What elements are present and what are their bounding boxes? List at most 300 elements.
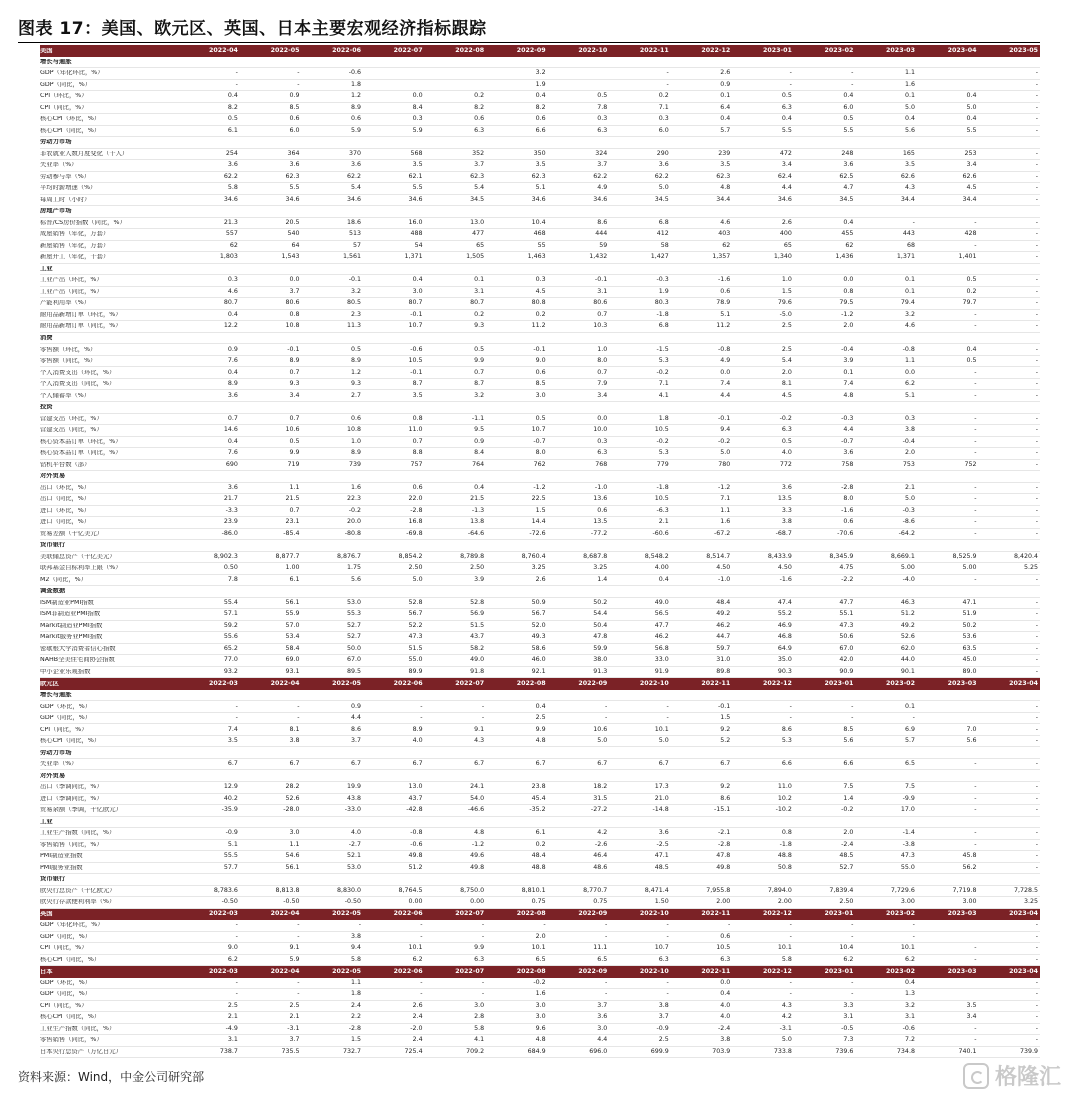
- value-cell: -: [974, 944, 977, 952]
- value-cell: -70.6: [837, 529, 854, 537]
- indicator-label: 日本央行总资产（万亿日元）: [40, 1048, 122, 1055]
- value-cell: 34.4: [900, 195, 915, 203]
- value-cell: -0.50: [283, 898, 300, 906]
- value-cell: 48.4: [716, 598, 731, 606]
- value-cell: 10.4: [531, 218, 546, 226]
- value-cell: 248: [841, 149, 854, 157]
- value-cell: 9.3: [351, 380, 362, 388]
- value-cell: 62.2: [593, 172, 608, 180]
- table-row: [40, 667, 1040, 679]
- table-row: [40, 897, 1040, 909]
- section-row: [40, 874, 1040, 886]
- value-cell: 5.4: [351, 184, 362, 192]
- region-header-row: [40, 678, 1040, 690]
- value-cell: 1,357: [712, 253, 731, 261]
- value-cell: 11.0: [408, 426, 423, 434]
- indicator-label: 成屋销售（年化，万套）: [40, 231, 110, 238]
- value-cell: -: [1035, 287, 1039, 295]
- value-cell: -: [1035, 955, 1039, 963]
- value-cell: 753: [902, 460, 915, 468]
- value-cell: -: [1035, 978, 1039, 986]
- value-cell: 23.1: [285, 518, 300, 526]
- table-row: [40, 529, 1040, 541]
- period-header-cell: 2023-02: [886, 967, 915, 975]
- value-cell: 80.6: [285, 299, 300, 307]
- value-cell: 4.0: [412, 737, 423, 745]
- value-cell: 3.8: [781, 518, 792, 526]
- value-cell: -: [1035, 460, 1039, 468]
- value-cell: 8.0: [535, 449, 546, 457]
- section-row: [40, 690, 1040, 702]
- value-cell: 62.4: [777, 172, 792, 180]
- value-cell: 1,505: [466, 253, 485, 261]
- value-cell: -85.4: [283, 529, 300, 537]
- indicator-label: 工业产出（同比，%）: [40, 288, 103, 295]
- value-cell: 9.1: [474, 725, 485, 733]
- table-row: [40, 195, 1040, 207]
- value-cell: 8,830.0: [336, 886, 362, 894]
- period-header-cell: 2023-03: [947, 910, 977, 918]
- section-label: 投资: [40, 404, 53, 411]
- period-header-cell: 2022-12: [762, 967, 792, 975]
- value-cell: 7.5: [843, 783, 854, 791]
- value-cell: 1,543: [281, 253, 300, 261]
- value-cell: 4.4: [351, 714, 362, 722]
- value-cell: 55.2: [777, 610, 792, 618]
- value-cell: -: [1035, 437, 1039, 445]
- value-cell: 7.5: [904, 783, 915, 791]
- period-header-cell: 2022-08: [455, 46, 485, 54]
- value-cell: 11.2: [531, 322, 546, 330]
- value-cell: 79.5: [839, 299, 854, 307]
- value-cell: 1,803: [219, 253, 238, 261]
- value-cell: 0.1: [720, 92, 731, 100]
- value-cell: 47.3: [408, 633, 423, 641]
- value-cell: 2.7: [351, 391, 362, 399]
- value-cell: 7.3: [843, 1036, 854, 1044]
- value-cell: -2.8: [348, 1024, 362, 1032]
- value-cell: 0.1: [904, 92, 915, 100]
- value-cell: 8.9: [351, 103, 362, 111]
- indicator-label: 贸易余额（季调，十亿欧元）: [40, 807, 122, 814]
- value-cell: 0.8: [781, 829, 792, 837]
- value-cell: 90.3: [777, 667, 792, 675]
- value-cell: -1.0: [594, 483, 608, 491]
- value-cell: 49.2: [900, 621, 915, 629]
- value-cell: 58: [660, 241, 669, 249]
- value-cell: 0.1: [904, 276, 915, 284]
- value-cell: 364: [287, 149, 300, 157]
- value-cell: 11.2: [716, 322, 731, 330]
- value-cell: 19.9: [347, 783, 362, 791]
- value-cell: 51.5: [470, 621, 485, 629]
- value-cell: 3.3: [843, 1001, 854, 1009]
- value-cell: -: [1035, 737, 1039, 745]
- indicator-label: 零售额（环比，%）: [40, 346, 97, 353]
- value-cell: -1.2: [471, 840, 485, 848]
- period-header-cell: 2022-03: [209, 679, 238, 687]
- value-cell: -0.6: [410, 840, 423, 848]
- value-cell: 8.6: [351, 725, 362, 733]
- value-cell: 6.7: [720, 760, 731, 768]
- value-cell: -2.7: [348, 840, 362, 848]
- value-cell: -: [974, 806, 977, 814]
- value-cell: 5.3: [658, 449, 669, 457]
- value-cell: 52.6: [900, 633, 915, 641]
- value-cell: 22.0: [408, 495, 423, 503]
- value-cell: 0.5: [535, 414, 546, 422]
- value-cell: 13.5: [777, 495, 792, 503]
- value-cell: 1,432: [589, 253, 608, 261]
- value-cell: 0.75: [531, 898, 546, 906]
- value-cell: 5.8: [351, 955, 362, 963]
- value-cell: 8,813.8: [275, 886, 300, 894]
- source-note: 资料来源：Wind，中金公司研究部: [18, 1070, 205, 1084]
- section-row: [40, 57, 1040, 69]
- value-cell: -: [1035, 794, 1039, 802]
- value-cell: -: [420, 921, 423, 929]
- value-cell: 684.9: [527, 1047, 546, 1055]
- value-cell: 4.9: [597, 184, 608, 192]
- value-cell: -: [974, 1024, 977, 1032]
- value-cell: 739.9: [1020, 1047, 1039, 1055]
- value-cell: 48.5: [654, 863, 669, 871]
- value-cell: -: [666, 69, 669, 77]
- value-cell: -: [1035, 1024, 1039, 1032]
- value-cell: 50.0: [347, 644, 362, 652]
- value-cell: 79.4: [900, 299, 915, 307]
- value-cell: 8,669.1: [890, 552, 915, 560]
- value-cell: 0.4: [720, 990, 731, 998]
- value-cell: 1,436: [835, 253, 854, 261]
- value-cell: 8,770.7: [583, 886, 608, 894]
- value-cell: -35.2: [529, 806, 546, 814]
- value-cell: 0.4: [474, 483, 485, 491]
- value-cell: 24.1: [470, 783, 485, 791]
- value-cell: 8.0: [597, 357, 608, 365]
- value-cell: 772: [779, 460, 792, 468]
- value-cell: -0.1: [287, 345, 300, 353]
- value-cell: 2.3: [351, 310, 362, 318]
- value-cell: -2.1: [718, 829, 731, 837]
- value-cell: 43.7: [408, 794, 423, 802]
- table-row: [40, 978, 1040, 990]
- section-row: [40, 540, 1040, 552]
- value-cell: 477: [472, 230, 485, 238]
- value-cell: 52.8: [470, 598, 485, 606]
- value-cell: 2.50: [408, 564, 423, 572]
- value-cell: 4.8: [474, 829, 485, 837]
- section-label: 劳动力市场: [40, 139, 72, 146]
- value-cell: 57: [353, 241, 362, 249]
- value-cell: -2.8: [718, 840, 731, 848]
- value-cell: 13.8: [470, 518, 485, 526]
- value-cell: -2.2: [841, 575, 854, 583]
- value-cell: 55.5: [223, 852, 238, 860]
- value-cell: -: [1035, 633, 1039, 641]
- value-cell: 0.0: [412, 92, 423, 100]
- value-cell: 5.6: [351, 575, 362, 583]
- table-row: [40, 1047, 1040, 1059]
- value-cell: 12.9: [223, 783, 238, 791]
- indicator-label: 零售额（同比，%）: [40, 358, 97, 365]
- value-cell: 80.7: [408, 299, 423, 307]
- value-cell: 65: [783, 241, 792, 249]
- value-cell: 2.0: [843, 829, 854, 837]
- value-cell: 0.4: [966, 92, 977, 100]
- value-cell: -: [1035, 667, 1039, 675]
- value-cell: 7.1: [658, 103, 669, 111]
- value-cell: 4.6: [720, 218, 731, 226]
- value-cell: 4.9: [720, 357, 731, 365]
- value-cell: -0.50: [344, 898, 362, 906]
- value-cell: -0.2: [779, 414, 792, 422]
- value-cell: 5.0: [904, 495, 915, 503]
- value-cell: 0.3: [535, 276, 546, 284]
- value-cell: -: [297, 714, 300, 722]
- section-label: 劳动力市场: [40, 749, 72, 756]
- value-cell: 690: [225, 460, 238, 468]
- table-row: [40, 920, 1040, 932]
- value-cell: -67.2: [714, 529, 731, 537]
- value-cell: -1.8: [656, 483, 669, 491]
- value-cell: 0.0: [289, 276, 300, 284]
- value-cell: 46.8: [777, 633, 792, 641]
- value-cell: 40.2: [223, 794, 238, 802]
- value-cell: 5.1: [720, 310, 731, 318]
- section-label: 调查数据: [40, 588, 66, 595]
- region-label: 欧元区: [40, 680, 59, 687]
- value-cell: 6.2: [904, 955, 915, 963]
- section-label: 消费: [40, 335, 53, 341]
- period-header-cell: 2022-12: [701, 46, 731, 54]
- value-cell: 762: [533, 460, 546, 468]
- value-cell: 1.5: [781, 287, 792, 295]
- value-cell: 3.0: [412, 287, 423, 295]
- value-cell: 4.0: [720, 1013, 731, 1021]
- indicator-label: NAHB全美住宅商协会指数: [40, 657, 115, 664]
- section-label: 工业: [40, 265, 53, 272]
- period-header-cell: 2022-04: [270, 967, 300, 975]
- value-cell: 3.7: [597, 161, 608, 169]
- value-cell: 47.4: [777, 598, 792, 606]
- value-cell: 7.6: [227, 357, 238, 365]
- value-cell: 34.4: [716, 195, 731, 203]
- table-row: [40, 782, 1040, 794]
- value-cell: 8,750.0: [460, 886, 485, 894]
- value-cell: 3.6: [658, 829, 669, 837]
- value-cell: -: [1035, 253, 1039, 261]
- section-label: 货币银行: [40, 876, 66, 883]
- indicator-label: 钻机平台数（部）: [40, 461, 91, 468]
- value-cell: 43.7: [470, 633, 485, 641]
- value-cell: -: [851, 932, 854, 940]
- indicator-label: Markit服务业PMI指数: [40, 634, 103, 641]
- value-cell: 0.4: [227, 310, 238, 318]
- title-rule: [18, 42, 1040, 43]
- value-cell: 734.8: [896, 1047, 915, 1055]
- value-cell: 3.7: [474, 161, 485, 169]
- value-cell: 725.4: [404, 1047, 423, 1055]
- value-cell: 7.2: [904, 1036, 915, 1044]
- value-cell: -: [851, 69, 854, 77]
- indicator-label: 个人消费支出（同比，%）: [40, 381, 116, 388]
- value-cell: 468: [533, 230, 546, 238]
- table-row: [40, 425, 1040, 437]
- indicator-label: Markit制造业PMI指数: [40, 622, 103, 629]
- value-cell: 540: [287, 230, 300, 238]
- table-row: [40, 298, 1040, 310]
- value-cell: 5.0: [966, 103, 977, 111]
- value-cell: -0.2: [348, 506, 362, 514]
- indicator-label: GDP（环比，%）: [40, 979, 91, 986]
- value-cell: 9.0: [227, 944, 238, 952]
- value-cell: -: [1035, 69, 1039, 77]
- period-header-cell: 2022-06: [393, 910, 423, 918]
- value-cell: -: [851, 978, 854, 986]
- value-cell: -: [604, 990, 608, 998]
- value-cell: 6.3: [781, 103, 792, 111]
- table-row: [40, 229, 1040, 241]
- value-cell: 31.0: [716, 656, 731, 664]
- period-header-cell: 2022-10: [639, 967, 669, 975]
- indicator-label: CPI（同比，%）: [40, 1002, 88, 1009]
- value-cell: -: [1035, 230, 1039, 238]
- value-cell: -5.0: [779, 310, 792, 318]
- value-cell: 62.1: [408, 172, 423, 180]
- value-cell: -: [1035, 506, 1039, 514]
- period-header-cell: 2022-10: [639, 679, 669, 687]
- value-cell: 0.9: [351, 702, 362, 710]
- table-row: [40, 736, 1040, 748]
- value-cell: 6.2: [412, 955, 423, 963]
- value-cell: -2.5: [656, 840, 669, 848]
- indicator-label: CPI（同比，%）: [40, 945, 88, 952]
- value-cell: 0.3: [412, 115, 423, 123]
- value-cell: 0.4: [535, 92, 546, 100]
- period-header-cell: 2022-09: [516, 46, 546, 54]
- value-cell: -: [297, 932, 300, 940]
- value-cell: 5.8: [781, 955, 792, 963]
- table-row: [40, 114, 1040, 126]
- value-cell: -: [1035, 449, 1039, 457]
- value-cell: 8.0: [843, 495, 854, 503]
- indicator-label: 耐用品新增订单（环比，%）: [40, 311, 122, 318]
- value-cell: 52.8: [408, 598, 423, 606]
- value-cell: 0.0: [720, 368, 731, 376]
- value-cell: -: [1035, 725, 1039, 733]
- value-cell: 1.9: [535, 80, 546, 88]
- value-cell: 67.0: [839, 644, 854, 652]
- value-cell: 80.8: [531, 299, 546, 307]
- value-cell: -: [1035, 414, 1039, 422]
- value-cell: 6.7: [658, 760, 669, 768]
- table-row: [40, 932, 1040, 944]
- value-cell: 253: [964, 149, 977, 157]
- value-cell: -: [851, 702, 854, 710]
- value-cell: 1.6: [720, 518, 731, 526]
- value-cell: 0.4: [720, 115, 731, 123]
- value-cell: -0.1: [718, 702, 731, 710]
- value-cell: 47.8: [593, 633, 608, 641]
- table-row: [40, 598, 1040, 610]
- value-cell: 6.1: [227, 126, 238, 134]
- value-cell: 3.2: [351, 287, 362, 295]
- value-cell: 0.4: [781, 115, 792, 123]
- value-cell: -: [666, 702, 669, 710]
- period-header-cell: 2023-04: [1009, 967, 1039, 975]
- value-cell: -: [974, 483, 977, 491]
- value-cell: -3.1: [287, 1024, 300, 1032]
- value-cell: 1,401: [958, 253, 977, 261]
- period-header-cell: 2023-03: [947, 967, 977, 975]
- value-cell: -: [1035, 357, 1039, 365]
- value-cell: 5.4: [474, 184, 485, 192]
- value-cell: 21.7: [223, 495, 238, 503]
- value-cell: 739: [349, 460, 362, 468]
- table-row: [40, 794, 1040, 806]
- value-cell: -4.0: [902, 575, 915, 583]
- table-row: [40, 494, 1040, 506]
- watermark: [963, 1060, 1061, 1091]
- value-cell: 4.8: [535, 737, 546, 745]
- value-cell: -: [851, 80, 854, 88]
- value-cell: 1.1: [904, 357, 915, 365]
- table-row: [40, 160, 1040, 172]
- value-cell: 3.7: [351, 737, 362, 745]
- value-cell: -2.4: [718, 1024, 731, 1032]
- value-cell: 5.0: [597, 737, 608, 745]
- value-cell: -0.9: [656, 1024, 669, 1032]
- value-cell: 780: [718, 460, 731, 468]
- value-cell: -2.0: [410, 1024, 423, 1032]
- value-cell: 80.3: [654, 299, 669, 307]
- value-cell: 6.5: [535, 955, 546, 963]
- value-cell: 5.5: [289, 184, 300, 192]
- value-cell: 9.2: [720, 725, 731, 733]
- table-row: [40, 183, 1040, 195]
- value-cell: -77.2: [590, 529, 608, 537]
- value-cell: 34.6: [531, 195, 546, 203]
- value-cell: 3.6: [351, 161, 362, 169]
- value-cell: 0.6: [474, 115, 485, 123]
- value-cell: -: [974, 218, 977, 226]
- period-header-cell: 2022-09: [578, 967, 608, 975]
- indicator-label: 核心CPI（同比，%）: [40, 1014, 101, 1021]
- value-cell: 56.2: [962, 863, 977, 871]
- value-cell: -: [974, 840, 977, 848]
- value-cell: 10.6: [593, 725, 608, 733]
- value-cell: 6.3: [474, 955, 485, 963]
- value-cell: -0.2: [533, 978, 546, 986]
- period-header-cell: 2022-12: [762, 910, 792, 918]
- value-cell: -3.8: [902, 840, 915, 848]
- indicator-label: 出口（环比，%）: [40, 484, 91, 491]
- period-header-cell: 2022-04: [209, 46, 238, 54]
- value-cell: -0.9: [225, 829, 238, 837]
- value-cell: 50.2: [593, 598, 608, 606]
- value-cell: -: [974, 241, 977, 249]
- value-cell: 0.7: [412, 437, 423, 445]
- value-cell: 1.1: [351, 978, 362, 986]
- table-row: [40, 724, 1040, 736]
- value-cell: -: [666, 921, 669, 929]
- value-cell: 8,764.5: [398, 886, 423, 894]
- value-cell: 12.2: [223, 322, 238, 330]
- value-cell: 5.9: [412, 126, 423, 134]
- value-cell: -: [1035, 760, 1039, 768]
- period-header-cell: 2022-10: [578, 46, 608, 54]
